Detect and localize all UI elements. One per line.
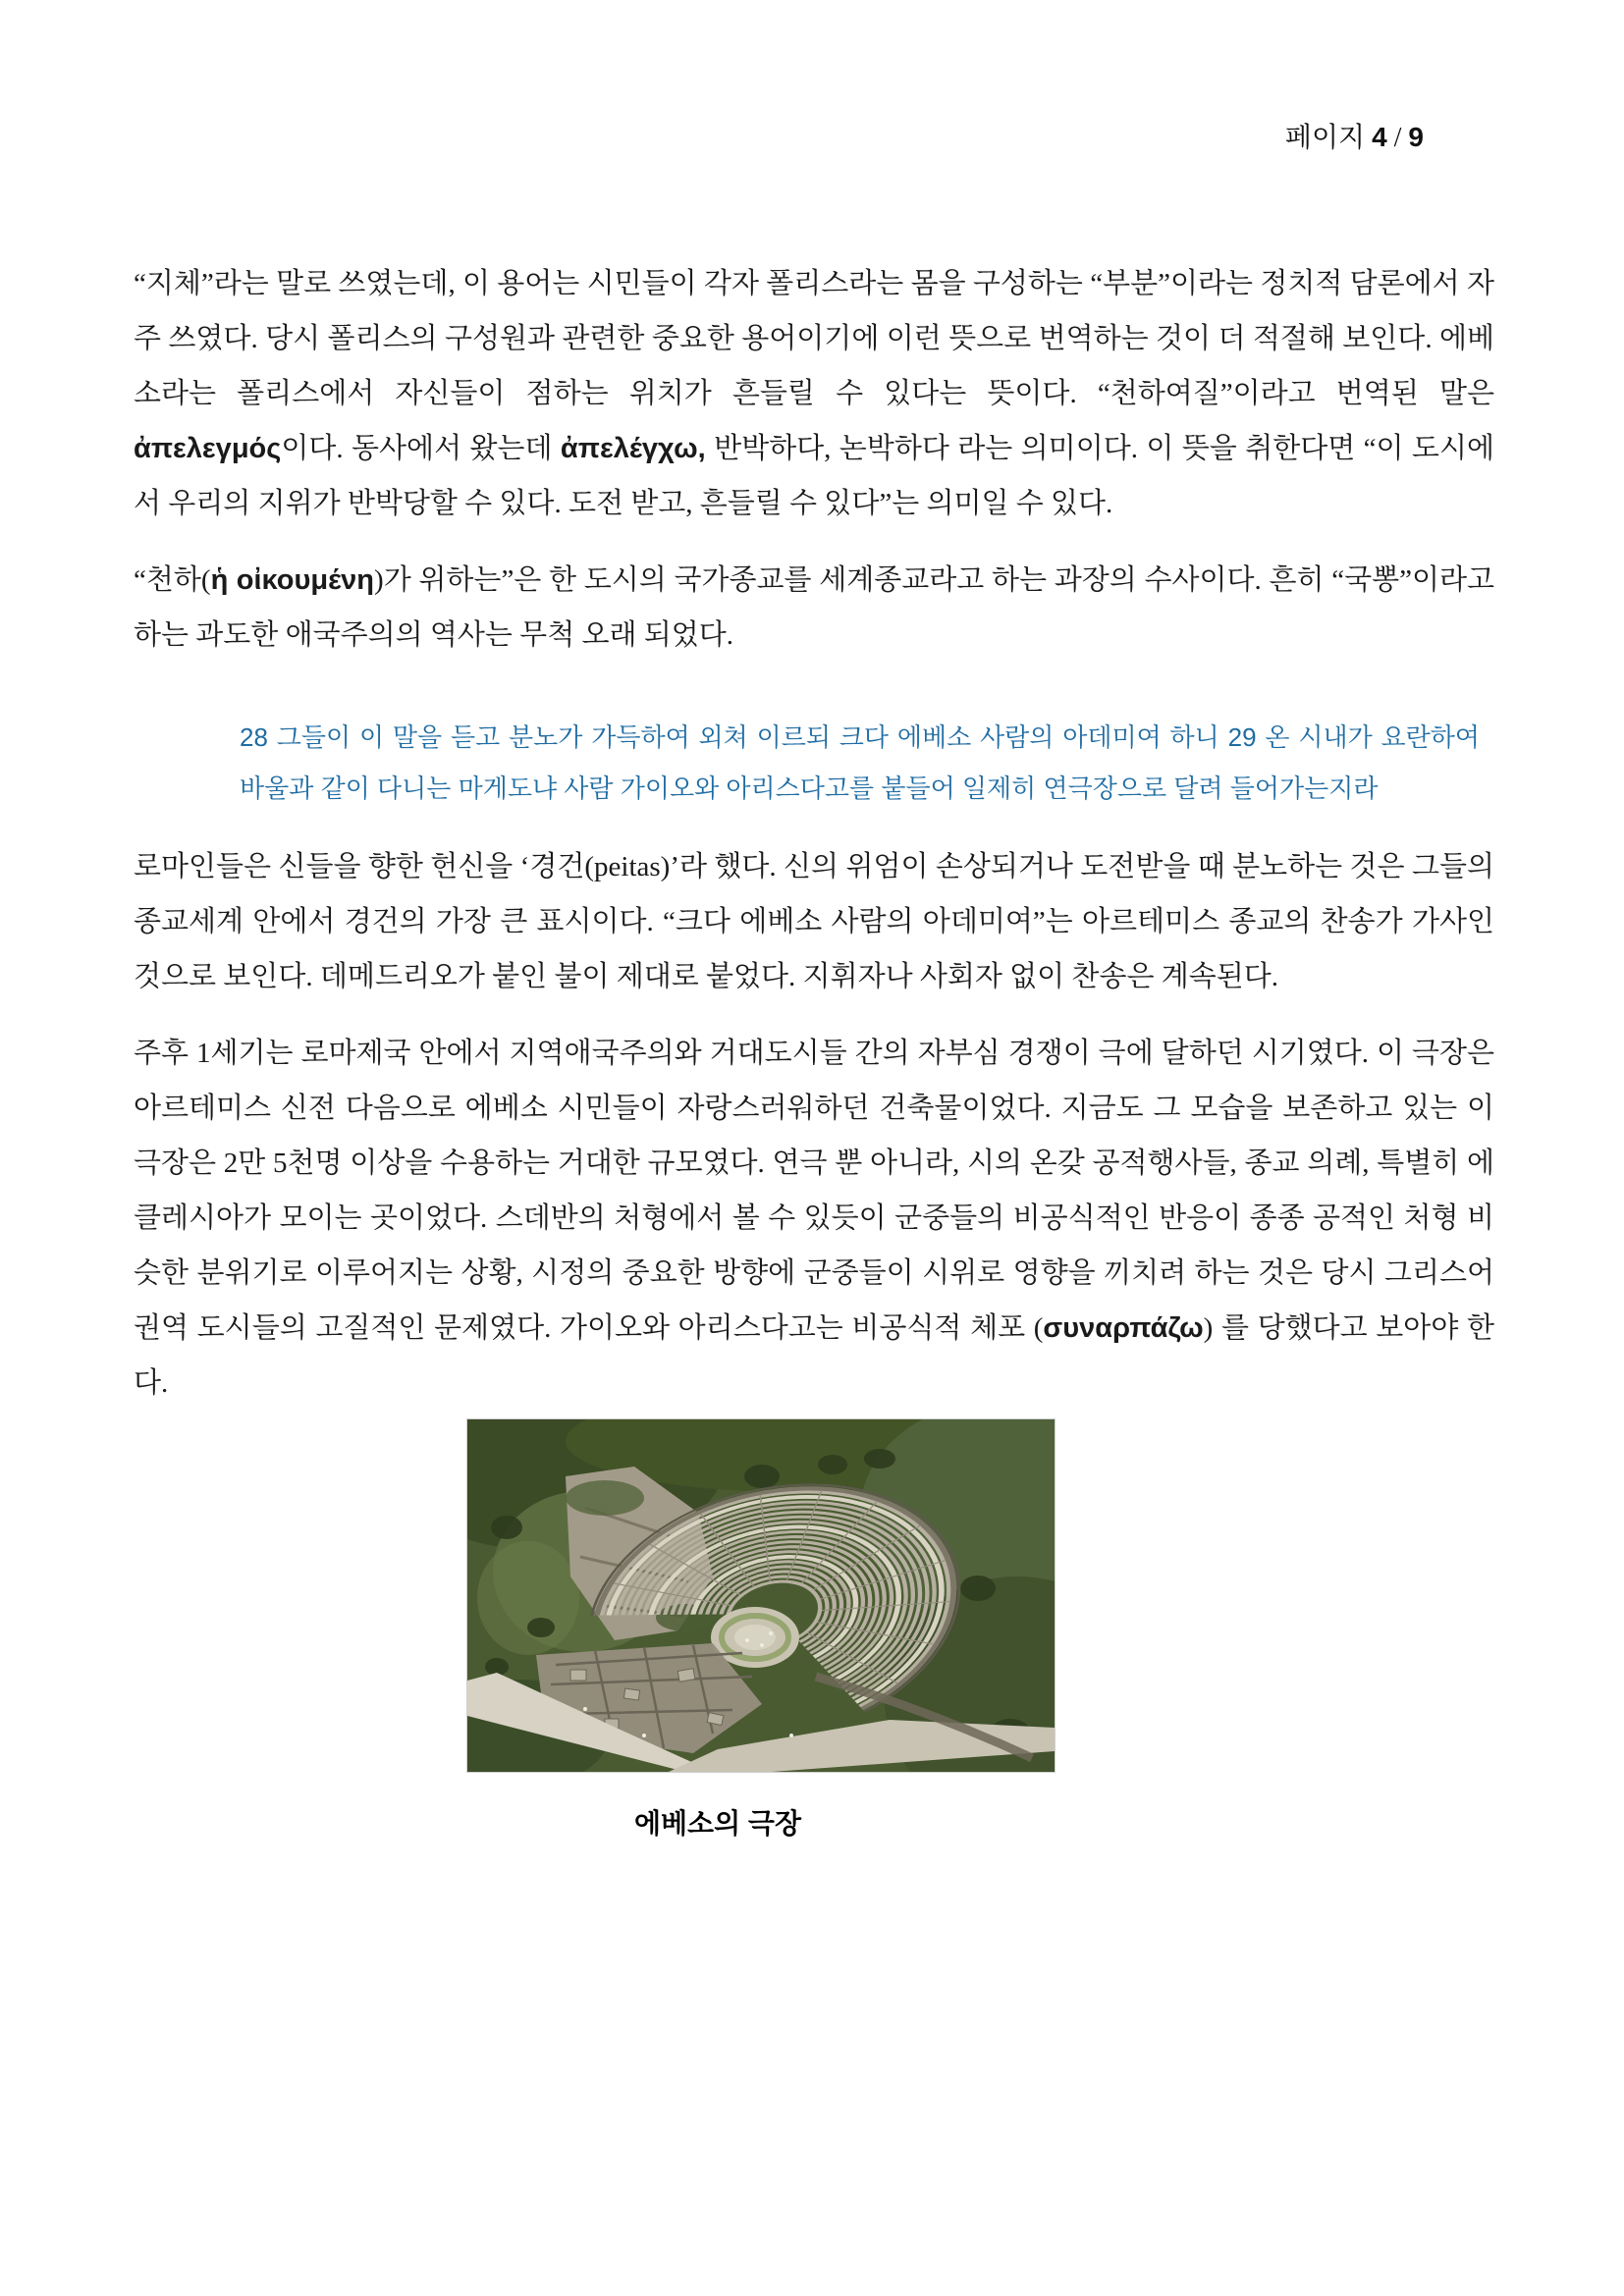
page-header <box>0 0 1624 156</box>
current-page-number: 4 <box>1372 122 1387 152</box>
text-run: ἡ οἰκουμένη <box>210 564 375 596</box>
text-run: 이다. 동사에서 왔는데 <box>281 433 561 464</box>
document-body <box>134 256 1494 1842</box>
text-run: ἀπελέγχω, <box>560 433 706 464</box>
text-run: “천하( <box>134 564 211 596</box>
paragraph-roman-piety <box>134 839 1494 1004</box>
figure-ephesus-theater <box>466 1418 1056 1842</box>
text-run: “지체”라는 말로 쓰였는데, 이 용어는 시민들이 각자 폴리스라는 몸을 구성하는 “부분”이라는 정치적 담론에서 자주 쓰였다. 당시 폴리스의 구성원과 관련한 중요한 용어이기에 이런 뜻으로 번역하는 것이 더 적절해 보인다. 에베소라는 폴리스에서 자신들이 점하는 위치가 흔들릴 수 있다는 뜻이다. “천하여질”이라고 번역된 말은 <box>134 268 1494 409</box>
text-run: ) 를 당했다고 보아야 한다. <box>134 1312 1494 1399</box>
paragraph-jiche-term <box>134 256 1494 531</box>
text-run: συναρπάζω <box>1043 1312 1204 1344</box>
total-page-number: 9 <box>1408 122 1424 152</box>
scripture-quote-acts-19-28-29 <box>240 712 1480 814</box>
page-number-label: 페이지 <box>1284 123 1366 153</box>
text-run: 주후 1세기는 로마제국 안에서 지역애국주의와 거대도시들 간의 자부심 경쟁이 극에 달하던 시기였다. 이 극장은 아르테미스 신전 다음으로 에베소 시민들이 자랑스러워하던 건축물이었다. 지금도 그 모습을 보존하고 있는 이 극장은 2만 5천명 이상을 수용하는 거대한 규모였다. 연극 뿐 아니라, 시의 온갖 공적행사들, 종교 의례, 특별히 에클레시아가 모이는 곳이었다. 스데반의 처형에서 볼 수 있듯이 군중들의 비공식적인 반응이 종종 공적인 처형 비슷한 분위기로 이루어지는 상황, 시정의 중요한 방향에 군중들이 시위로 영향을 끼치려 하는 것은 당시 그리스어 권역 도시들의 고질적인 문제였다. 가이오와 아리스다고는 비공식적 체포 ( <box>134 1038 1494 1344</box>
verse-number: 28 <box>240 722 268 752</box>
text-run: 로마인들은 신들을 향한 헌신을 ‘경건(peitas)’라 했다. 신의 위엄이 손상되거나 도전받을 때 분노하는 것은 그들의 종교세계 안에서 경건의 가장 큰 표시이다. “크다 에베소 사람의 아데미여”는 아르테미스 종교의 찬송가 가사인 것으로 보인다. 데메드리오가 붙인 불이 제대로 붙었다. 지휘자나 사회자 없이 찬송은 계속된다. <box>134 851 1494 992</box>
page-number-separator: / <box>1393 123 1402 153</box>
figure-caption: 에베소의 극장 <box>633 1808 802 1839</box>
text-run: 그들이 이 말을 듣고 분노가 가득하여 외쳐 이르되 크다 에베소 사람의 아데미여 하니 <box>267 722 1228 752</box>
text-run: 온 시내가 요란하여 바울과 같이 다니는 마게도냐 사람 가이오와 아리스다고를 붙들어 일제히 연극장으로 달려 들어가는지라 <box>240 722 1480 803</box>
verse-number: 29 <box>1227 722 1257 752</box>
ephesus-theater-photo-frame <box>466 1418 1056 1773</box>
text-run: )가 위하는”은 한 도시의 국가종교를 세계종교라고 하는 과장의 수사이다. 흔히 “국뽕”이라고 하는 과도한 애국주의의 역사는 무척 오래 되었다. <box>134 564 1495 651</box>
text-run: ἀπελεγμός <box>134 433 282 464</box>
paragraph-cheonha-oikoumene <box>134 553 1494 663</box>
paragraph-first-century-theater <box>134 1026 1494 1411</box>
ephesus-theater-photo <box>467 1419 1055 1772</box>
text-run: 반박하다, 논박하다 라는 의미이다. 이 뜻을 취한다면 “이 도시에서 우리의 지위가 반박당할 수 있다. 도전 받고, 흔들릴 수 있다”는 의미일 수 있다. <box>134 433 1494 519</box>
